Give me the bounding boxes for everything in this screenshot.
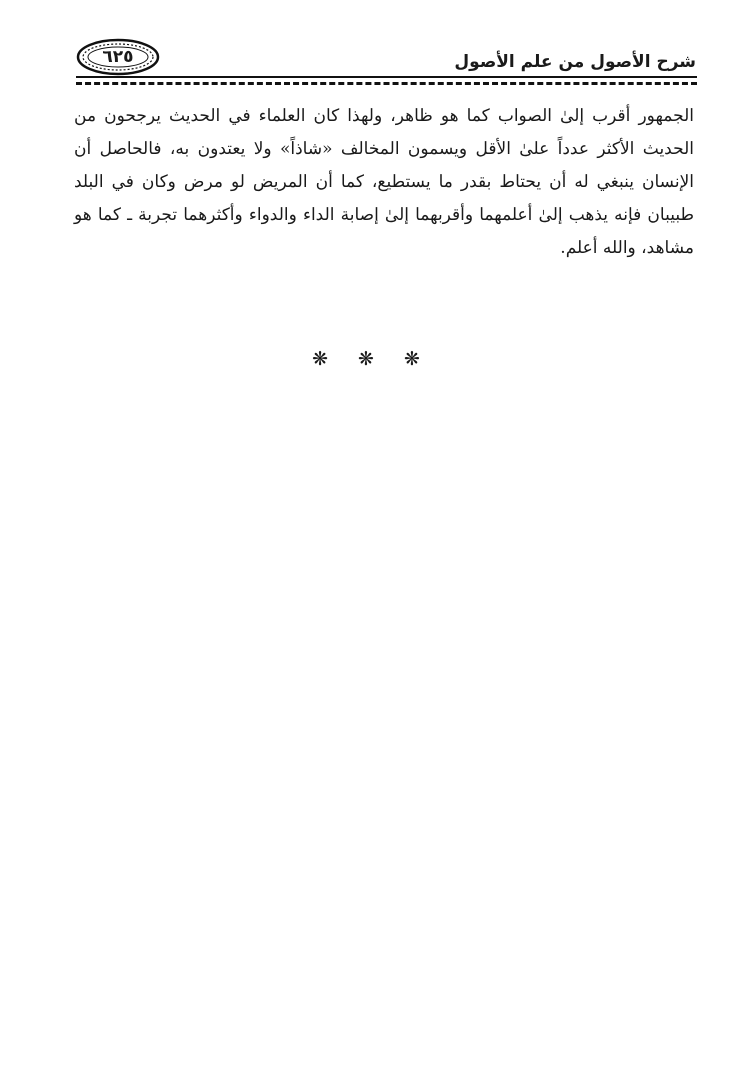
header-dashed-rule bbox=[76, 82, 697, 85]
body-paragraph: الجمهور أقرب إلىٰ الصواب كما هو ظاهر، ولهذا كان العلماء في الحديث يرجحون من الحديث الأكثر عدداً علىٰ الأقل ويسمون المخالف «شاذاً» ولا يعتدون به، فالحاصل أن الإنسان ينبغي له أن يحتاط بقدر ما يستطيع، كما أن المريض لو مرض وكان في البلد طبيبان فإنه يذهب إلىٰ أعلمهما وأقربهما إلىٰ إصابة الداء والدواء وأكثرهما تجربة ـ كما هو مشاهد، والله أعلم. bbox=[74, 106, 694, 258]
page-number-badge bbox=[76, 38, 160, 76]
section-ornament: ❋ ❋ ❋ bbox=[312, 348, 432, 370]
page-header bbox=[0, 0, 744, 90]
book-title: شرح الأصول من علم الأصول bbox=[454, 52, 696, 72]
page-number: ٦٢٥ bbox=[102, 47, 134, 67]
header-rule bbox=[76, 76, 697, 78]
body-text bbox=[74, 100, 694, 265]
